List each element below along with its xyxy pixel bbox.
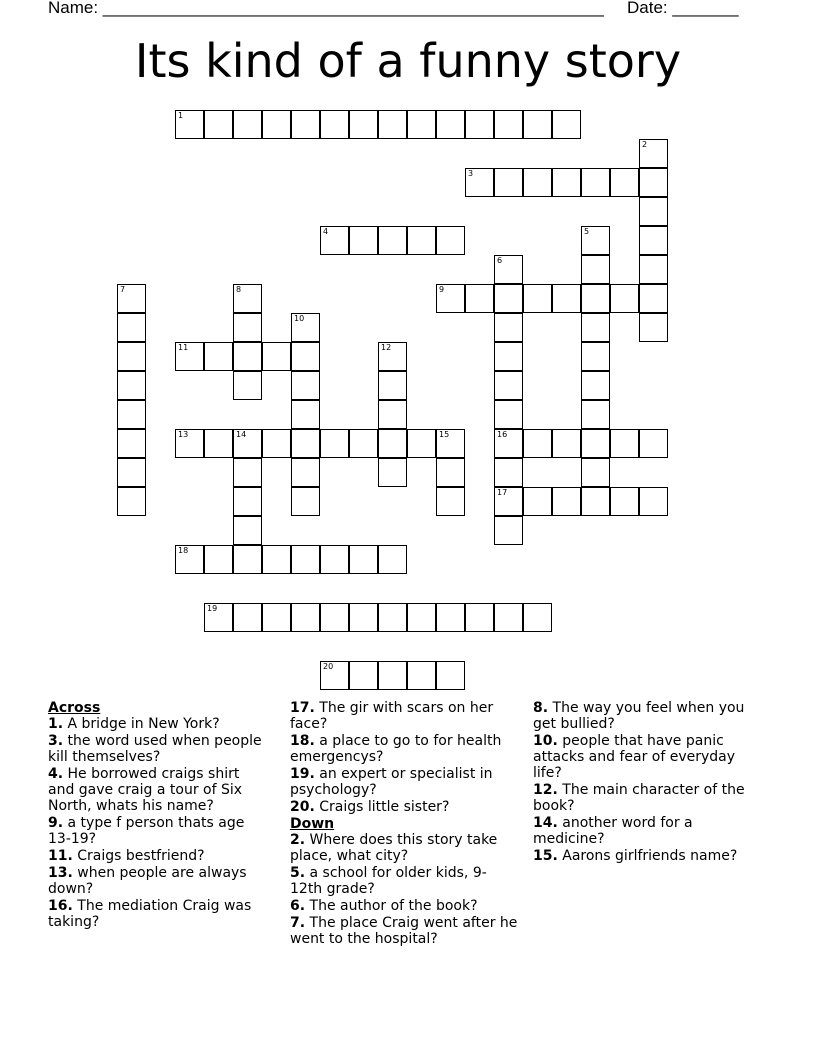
grid-cell[interactable] [291,603,320,632]
down-clue [533,815,763,847]
clue-number: 9. [48,815,64,831]
grid-cell[interactable] [291,313,320,342]
grid-cell[interactable] [233,603,262,632]
grid-cell[interactable] [117,313,146,342]
grid-cell[interactable] [494,168,523,197]
grid-cell[interactable] [581,487,610,516]
grid-cell[interactable] [233,516,262,545]
grid-cell[interactable] [494,400,523,429]
grid-cell[interactable] [378,110,407,139]
grid-cell[interactable] [581,342,610,371]
clue-text: The way you feel when you get bullied? [533,700,745,732]
clue-number: 5 [584,227,590,236]
clue-number: 9 [439,285,445,294]
grid-cell[interactable] [117,487,146,516]
across-clue [48,733,270,765]
down-clue [533,700,763,732]
grid-cell[interactable] [610,487,639,516]
grid-cell[interactable] [262,429,291,458]
grid-cell[interactable] [523,603,552,632]
grid-cell[interactable] [465,284,494,313]
grid-cell[interactable] [233,313,262,342]
grid-cell[interactable] [233,284,262,313]
grid-cell[interactable] [581,429,610,458]
clue-text: Craigs bestfriend? [72,848,205,864]
down-clue [533,848,763,864]
down-heading: Down [290,816,335,832]
grid-cell[interactable] [233,545,262,574]
clue-text: The author of the book? [305,898,478,914]
grid-cell[interactable] [407,429,436,458]
across-clue [290,700,518,732]
clue-number: 4 [323,227,329,236]
grid-cell[interactable] [465,168,494,197]
across-clue [48,815,270,847]
grid-cell[interactable] [436,458,465,487]
grid-cell[interactable] [175,429,204,458]
clue-number: 10. [533,733,558,749]
grid-cell[interactable] [262,342,291,371]
clue-number: 13. [48,865,73,881]
grid-cell[interactable] [639,313,668,342]
clue-text: a type f person thats age 13-19? [48,815,245,847]
grid-cell[interactable] [320,661,349,690]
clue-text: The main character of the book? [533,782,745,814]
clue-number: 18. [290,733,315,749]
clue-number: 1 [178,111,184,120]
grid-cell[interactable] [436,110,465,139]
clue-text: a school for older kids, 9-12th grade? [290,865,487,897]
clue-number: 4. [48,766,64,782]
grid-cell[interactable] [581,284,610,313]
grid-cell[interactable] [262,603,291,632]
across-clue [290,733,518,765]
grid-cell[interactable] [291,487,320,516]
grid-cell[interactable] [639,197,668,226]
clue-number: 11. [48,848,73,864]
across-clue [48,865,270,897]
grid-cell[interactable] [204,342,233,371]
grid-cell[interactable] [378,226,407,255]
grid-cell[interactable] [639,226,668,255]
clue-number: 7 [120,285,126,294]
grid-cell[interactable] [436,487,465,516]
across-clue [290,766,518,798]
grid-cell[interactable] [610,284,639,313]
grid-cell[interactable] [291,545,320,574]
grid-cell[interactable] [639,139,668,168]
clue-number: 17 [497,488,508,497]
grid-cell[interactable] [436,661,465,690]
grid-cell[interactable] [291,371,320,400]
grid-cell[interactable] [581,226,610,255]
grid-cell[interactable] [639,168,668,197]
grid-cell[interactable] [291,458,320,487]
across-clue [48,716,270,732]
grid-cell[interactable] [552,110,581,139]
clue-number: 7. [290,915,306,931]
across-clue [48,898,270,930]
grid-cell[interactable] [262,110,291,139]
grid-cell[interactable] [233,487,262,516]
grid-cell[interactable] [465,603,494,632]
clue-text: an expert or specialist in psychology? [290,766,493,798]
grid-cell[interactable] [117,400,146,429]
clue-number: 20 [323,662,334,671]
grid-cell[interactable] [494,284,523,313]
grid-cell[interactable] [465,110,494,139]
clue-number: 8 [236,285,242,294]
grid-cell[interactable] [320,226,349,255]
clue-number: 10 [294,314,305,323]
clue-text: Where does this story take place, what city? [290,832,498,864]
clue-number: 1. [48,716,64,732]
grid-cell[interactable] [581,400,610,429]
grid-cell[interactable] [378,661,407,690]
grid-cell[interactable] [639,284,668,313]
grid-cell[interactable] [204,603,233,632]
clue-number: 19. [290,766,315,782]
grid-cell[interactable] [378,400,407,429]
grid-cell[interactable] [262,545,291,574]
grid-cell[interactable] [349,429,378,458]
grid-cell[interactable] [204,545,233,574]
grid-cell[interactable] [581,371,610,400]
clue-number: 20. [290,799,315,815]
puzzle-title: Its kind of a funny story [134,34,682,88]
clue-number: 12. [533,782,558,798]
clue-text: Aarons girlfriends name? [557,848,738,864]
grid-cell[interactable] [407,226,436,255]
grid-cell[interactable] [494,110,523,139]
clue-number: 15. [533,848,558,864]
grid-cell[interactable] [552,168,581,197]
grid-cell[interactable] [436,429,465,458]
across-clue [48,766,270,814]
grid-cell[interactable] [581,255,610,284]
grid-cell[interactable] [494,313,523,342]
grid-cell[interactable] [494,255,523,284]
grid-cell[interactable] [117,371,146,400]
grid-cell[interactable] [175,545,204,574]
grid-cell[interactable] [523,110,552,139]
grid-cell[interactable] [494,603,523,632]
grid-cell[interactable] [204,429,233,458]
down-clue [290,865,518,897]
name-field-label: Name: _____________________________________________________ [48,0,604,17]
down-clue [290,898,518,914]
clue-number: 16 [497,430,508,439]
grid-cell[interactable] [117,342,146,371]
grid-cell[interactable] [494,487,523,516]
grid-cell[interactable] [233,429,262,458]
grid-cell[interactable] [494,371,523,400]
clue-number: 11 [178,343,189,352]
across-clue [290,799,518,815]
grid-cell[interactable] [175,110,204,139]
clue-number: 15 [439,430,450,439]
grid-cell[interactable] [233,458,262,487]
clue-number: 18 [178,546,189,555]
grid-cell[interactable] [349,110,378,139]
grid-cell[interactable] [436,603,465,632]
grid-cell[interactable] [378,429,407,458]
grid-cell[interactable] [233,371,262,400]
clue-text: people that have panic attacks and fear of everyday life? [533,733,736,781]
clue-column-1 [48,700,270,931]
clue-number: 8. [533,700,549,716]
clue-text: Craigs little sister? [314,799,450,815]
clue-text: when people are always down? [48,865,247,897]
date-field-label: Date: _______ [627,0,739,17]
grid-cell[interactable] [523,429,552,458]
down-clue [533,782,763,814]
clue-number: 2. [290,832,306,848]
clue-number: 16. [48,898,73,914]
grid-cell[interactable] [610,429,639,458]
clue-number: 6. [290,898,306,914]
grid-cell[interactable] [349,545,378,574]
grid-cell[interactable] [639,429,668,458]
grid-cell[interactable] [320,545,349,574]
across-heading: Across [48,700,101,716]
grid-cell[interactable] [610,168,639,197]
grid-cell[interactable] [581,313,610,342]
grid-cell[interactable] [378,545,407,574]
clue-number: 19 [207,604,218,613]
grid-cell[interactable] [378,371,407,400]
grid-cell[interactable] [552,429,581,458]
down-clue [290,915,518,947]
clue-number: 14. [533,815,558,831]
grid-cell[interactable] [494,458,523,487]
clue-text: the word used when people kill themselves? [48,733,262,765]
grid-cell[interactable] [552,284,581,313]
grid-cell[interactable] [291,110,320,139]
grid-cell[interactable] [494,516,523,545]
clue-number: 3 [468,169,474,178]
clue-text: A bridge in New York? [63,716,220,732]
clue-column-2 [290,700,518,948]
clue-text: The gir with scars on her face? [290,700,494,732]
grid-cell[interactable] [320,110,349,139]
grid-cell[interactable] [378,342,407,371]
down-clue [533,733,763,781]
clue-number: 5. [290,865,306,881]
grid-cell[interactable] [494,342,523,371]
clue-number: 6 [497,256,503,265]
grid-cell[interactable] [523,284,552,313]
grid-cell[interactable] [407,603,436,632]
grid-cell[interactable] [494,429,523,458]
clue-number: 14 [236,430,247,439]
clue-number: 13 [178,430,189,439]
grid-cell[interactable] [436,284,465,313]
grid-cell[interactable] [175,342,204,371]
down-clue [290,832,518,864]
grid-cell[interactable] [639,487,668,516]
grid-cell[interactable] [523,168,552,197]
clue-text: The mediation Craig was taking? [48,898,252,930]
clue-number: 2 [642,140,648,149]
grid-cell[interactable] [523,487,552,516]
grid-cell[interactable] [378,603,407,632]
grid-cell[interactable] [320,429,349,458]
grid-cell[interactable] [407,110,436,139]
clue-text: The place Craig went after he went to the hospital? [290,915,518,947]
across-clue [48,848,270,864]
clue-text: another word for a medicine? [533,815,693,847]
grid-cell[interactable] [117,429,146,458]
grid-cell[interactable] [291,400,320,429]
grid-cell[interactable] [378,458,407,487]
grid-cell[interactable] [117,458,146,487]
grid-cell[interactable] [581,458,610,487]
grid-cell[interactable] [552,487,581,516]
grid-cell[interactable] [407,661,436,690]
clue-text: a place to go to for health emergencys? [290,733,502,765]
grid-cell[interactable] [436,226,465,255]
grid-cell[interactable] [204,110,233,139]
grid-cell[interactable] [291,342,320,371]
grid-cell[interactable] [233,110,262,139]
grid-cell[interactable] [320,603,349,632]
clue-number: 12 [381,343,392,352]
grid-cell[interactable] [117,284,146,313]
grid-cell[interactable] [349,661,378,690]
grid-cell[interactable] [639,255,668,284]
clue-text: He borrowed craigs shirt and gave craig a tour of Six North, whats his name? [48,766,243,814]
grid-cell[interactable] [233,342,262,371]
grid-cell[interactable] [349,226,378,255]
clue-number: 3. [48,733,64,749]
clue-column-3 [533,700,763,865]
grid-cell[interactable] [291,429,320,458]
clue-number: 17. [290,700,315,716]
grid-cell[interactable] [581,168,610,197]
grid-cell[interactable] [349,603,378,632]
